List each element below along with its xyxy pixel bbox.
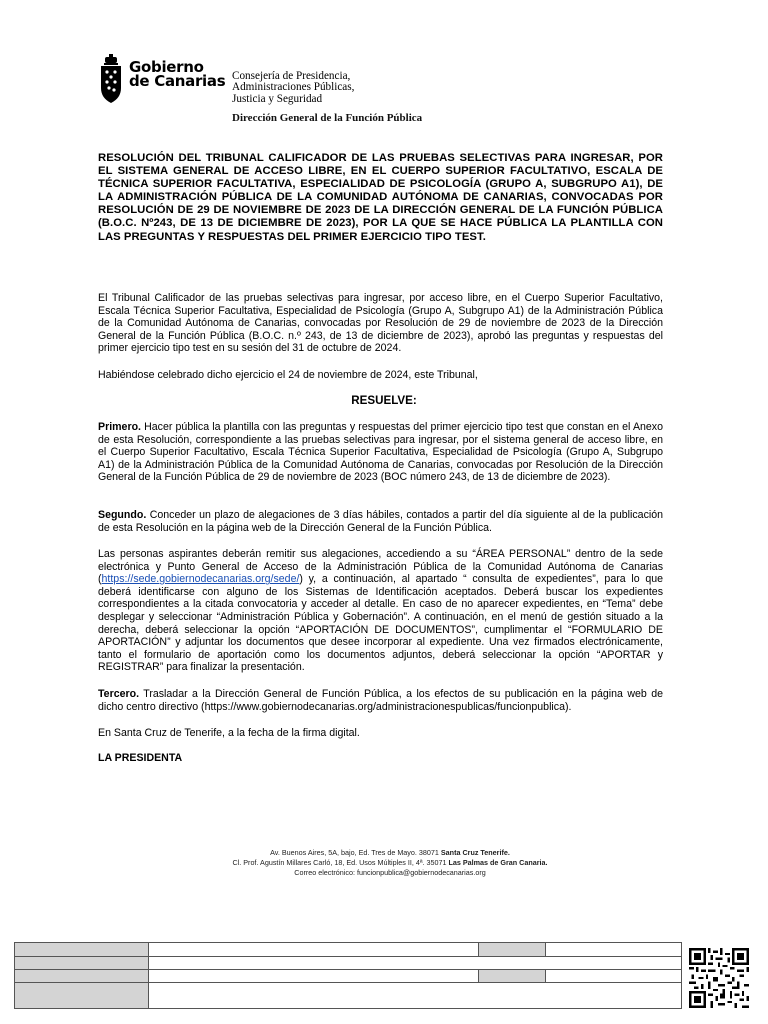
consejeria-line-2: Administraciones Públicas, (232, 81, 355, 94)
government-name (129, 60, 225, 88)
resuelve-heading: RESUELVE: (351, 394, 417, 407)
intro-paragraph: El Tribunal Calificador de las pruebas selectivas para ingresar, por acceso libre, en el Cuerpo Superior Facultativo, Escala Técnica Superior Facultativa, Especialidad de Psicología (Grupo A, Subgrupo A1) de la Administración Pública de la Comunidad Autónoma de Canarias, convocadas por Resolución de 29 de noviembre de 2023 de la Dirección General de la Función Pública (B.O.C. n.º 243, de 13 de diciembre de 2023), aprobó las preguntas y respuestas del primer ejercicio tipo test en su sesión del 31 de octubre de 2024. (98, 292, 663, 355)
footer-address-1-text: Av. Buenos Aires, 5A, bajo, Ed. Tres de Mayo. 38071 (270, 848, 441, 857)
consejeria-line-3: Justicia y Seguridad (232, 92, 323, 105)
consejeria-line-1: Consejería de Presidencia, (232, 70, 351, 82)
sig-cell (15, 957, 149, 970)
primero-paragraph (98, 421, 663, 484)
footer-email: Correo electrónico: funcionpublica@gobiernodecanarias.org (294, 868, 486, 877)
tercero-paragraph (98, 688, 663, 713)
sig-cell (479, 943, 546, 957)
sede-electronica-link[interactable]: https://sede.gobiernodecanarias.org/sede/ (101, 573, 300, 586)
sig-cell (15, 970, 149, 983)
lugar-fecha: En Santa Cruz de Tenerife, a la fecha de la firma digital. (98, 727, 360, 739)
sig-cell (148, 983, 681, 1009)
footer-address-2 (160, 858, 620, 868)
footer-address-2-text: Cl. Prof. Agustín Millares Carló, 18, Ed. Usos Múltiples II, 4ª. 35071 (232, 858, 449, 867)
primero-text: Hacer pública la plantilla con las preguntas y respuestas del primer ejercicio tipo test que constan en el Anexo de esta Resolución, correspondiente a las pruebas selectivas para ingresar, por el sistema general de acceso libre, en el Cuerpo Superior Facultativo, Escala Técnica Superior Facultativa, Especialidad de Psicología (Grupo A, Subgrupo A1) de la Administración Pública de la Comunidad Autónoma de Canarias, convocadas por Resolución de la Dirección General de la Función Pública de 29 de noviembre de 2023 (BOC número 243, de 13 de diciembre de 2023). (98, 421, 663, 484)
letterhead (98, 54, 428, 126)
alegaciones-text-start: Las personas aspirantes deberán remitir sus alegaciones, accediendo a su “ÁREA PERSONAL” dentro de la sede electrónica y Punto General de Acceso de la Administración Pública de la Comunidad Autónoma de Canarias ( (98, 548, 663, 586)
consejeria-name (232, 71, 354, 105)
gov-name-line-1: Gobierno (129, 58, 204, 76)
sig-cell (15, 983, 149, 1009)
sig-cell (546, 943, 682, 957)
signature-verification-table (14, 942, 682, 1009)
gobierno-canarias-crest-icon (98, 54, 124, 104)
tercero-text: Trasladar a la Dirección General de Función Pública, a los efectos de su publicación en la página web de dicho centro directivo (https://www.gobiernodecanarias.org/administracionespublicas/funcionpublica). (98, 688, 663, 713)
document-title: RESOLUCIÓN DEL TRIBUNAL CALIFICADOR DE LAS PRUEBAS SELECTIVAS PARA INGRESAR, POR EL SISTEMA GENERAL DE ACCESO LIBRE, EN EL CUERPO SUPERIOR FACULTATIVO, ESCALA DE TÉCNICA SUPERIOR FACULTATIVA, ESPECIALIDAD DE PSICOLOGÍA (GRUPO A, SUBGRUPO A1), DE LA ADMINISTRACIÓN PÚBLICA DE LA COMUNIDAD AUTÓNOMA DE CANARIAS, CONVOCADAS POR RESOLUCIÓN DE 29 DE NOVIEMBRE DE 2023 DE LA DIRECCIÓN GENERAL DE LA FUNCIÓN PÚBLICA (B.O.C. Nº243, DE 13 DE DICIEMBRE DE 2023), POR LA QUE SE HACE PÚBLICA LA PLANTILLA CON LAS PREGUNTAS Y RESPUESTAS DEL PRIMER EJERCICIO TIPO TEST. (98, 152, 663, 243)
alegaciones-paragraph (98, 548, 663, 674)
sig-cell (148, 943, 479, 957)
segundo-label: Segundo. (98, 509, 147, 521)
footer-address-1 (160, 848, 620, 858)
sig-cell (15, 943, 149, 957)
signatory-title: LA PRESIDENTA (98, 752, 183, 764)
gov-name-line-2: de Canarias (129, 72, 226, 90)
primero-label: Primero. (98, 421, 141, 433)
sig-cell (546, 970, 682, 983)
direccion-general: Dirección General de la Función Pública (232, 112, 423, 124)
segundo-text: Conceder un plazo de alegaciones de 3 días hábiles, contados a partir del día siguiente al de la publicación de esta Resolución en la página web de la Dirección General de la Función Pública. (98, 509, 663, 534)
tercero-label: Tercero. (98, 688, 140, 700)
celebrado-paragraph: Habiéndose celebrado dicho ejercicio el 24 de noviembre de 2024, este Tribunal, (98, 369, 478, 381)
sig-cell (148, 970, 479, 983)
segundo-paragraph (98, 509, 663, 534)
qr-code-icon[interactable] (689, 948, 749, 1008)
footer-address-1-city: Santa Cruz Tenerife. (440, 848, 510, 857)
sig-cell (148, 957, 681, 970)
alegaciones-text-end: ) y, a continuación, al apartado “ consulta de expedientes”, para lo que deberá identificarse con alguno de los Sistemas de Identificación aceptados. Deberá buscar los expedientes correspondientes a la citada convocatoria y acceder al detalle. En caso de no aparecer expedientes, en “Tema” debe desplegar y seleccionar “Administración Pública y Gobernación”. A continuación, en el menú de gestión situado a la derecha, deberá seleccionar la opción “APORTACIÓN DE DOCUMENTOS”, cumplimentar el “FORMULARIO DE APORTACIÓN” y adjuntar los documentos que desee incorporar al expediente. Una vez firmados electrónicamente, tanto el formulario de aportación como los documentos adjuntos, deberá seleccionar la opción “APORTAR y REGISTRAR” para finalizar la presentación. (98, 573, 663, 674)
sig-cell (479, 970, 546, 983)
footer-address-2-city: Las Palmas de Gran Canaria. (448, 858, 548, 867)
page-footer (160, 848, 620, 878)
